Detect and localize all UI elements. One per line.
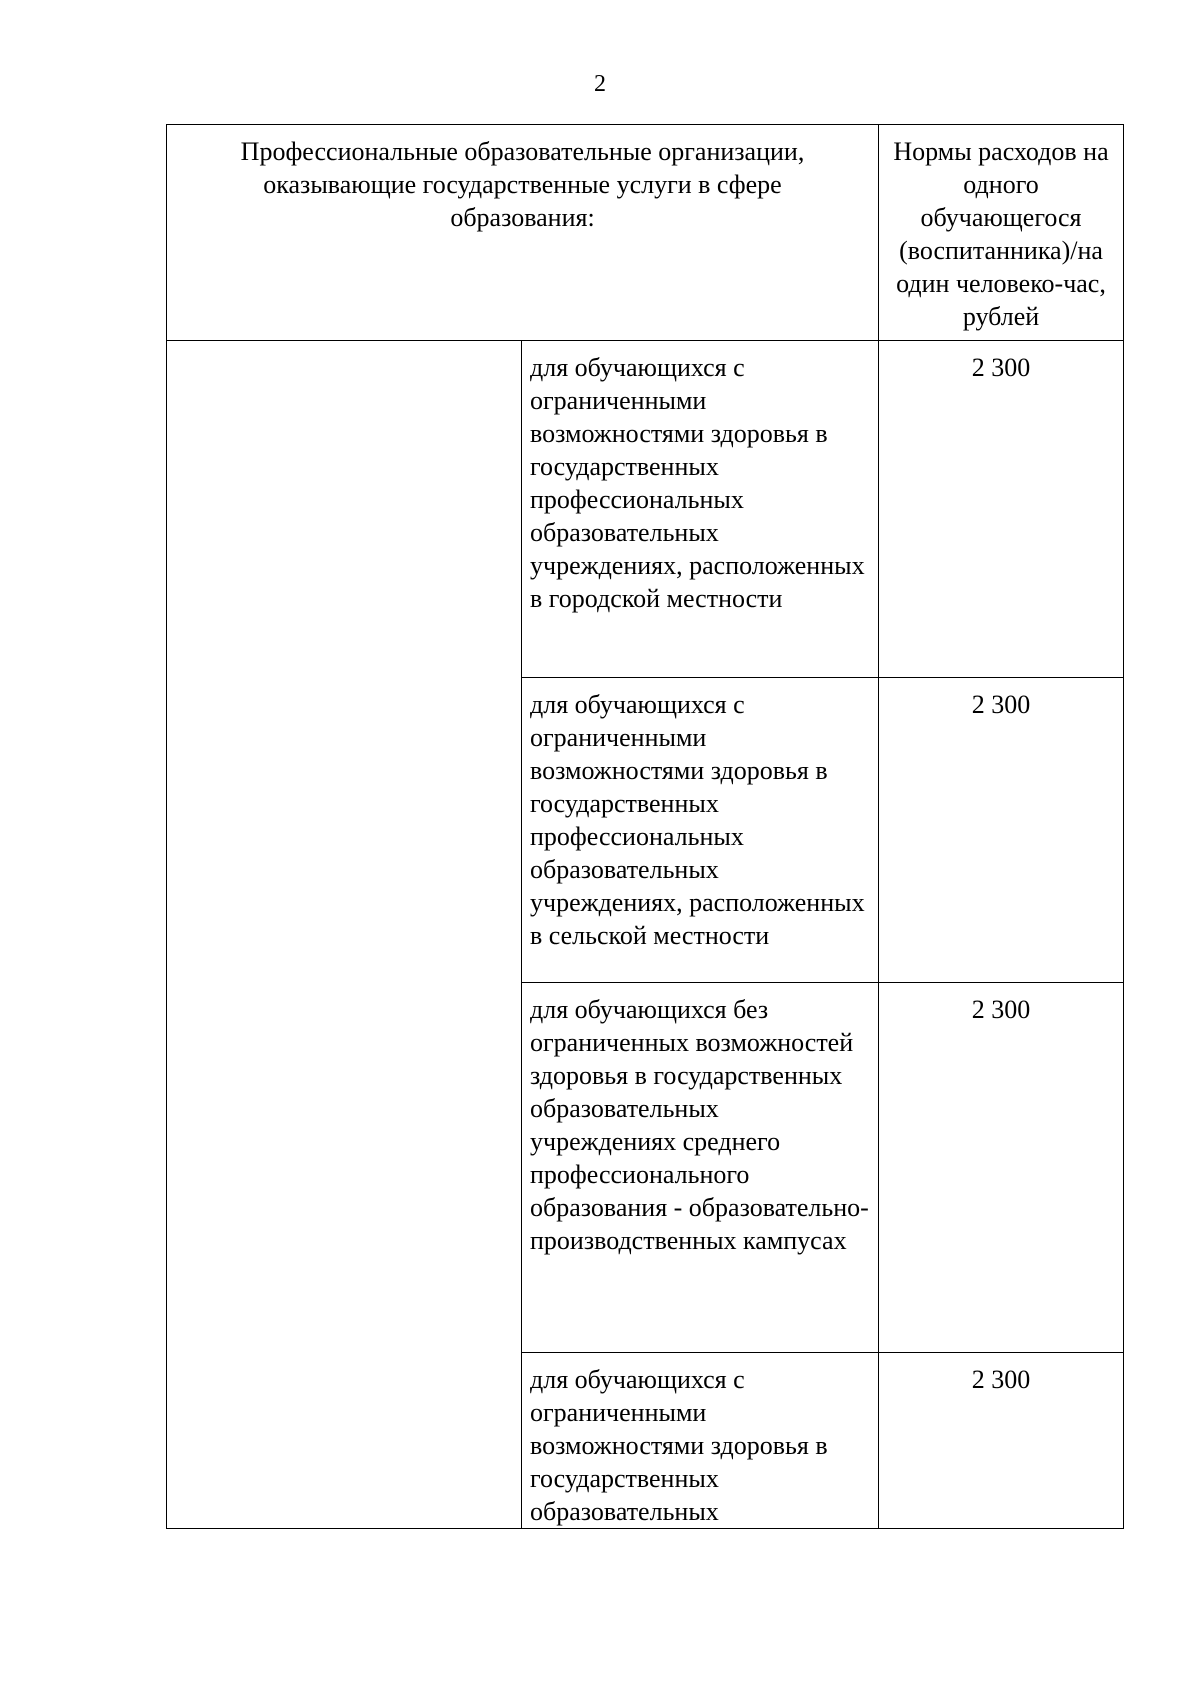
- row-value: 2 300: [879, 341, 1124, 678]
- row-value: 2 300: [879, 983, 1124, 1353]
- row-description: для обучающихся с ограниченными возможностями здоровья в государственных профессиональных образовательных учреждениях, расположенных в городской местности: [522, 341, 879, 678]
- header-organizations: Профессиональные образовательные организации, оказывающие государственные услуги в сфере образования:: [167, 125, 879, 341]
- table-row: [167, 341, 1124, 678]
- table-header-row: [167, 125, 1124, 341]
- empty-category-cell: [167, 341, 522, 1529]
- page-number: 2: [594, 71, 606, 97]
- row-description: для обучающихся с ограниченными возможностями здоровья в государственных профессиональных образовательных учреждениях, расположенных в сельской местности: [522, 678, 879, 983]
- row-description: для обучающихся без ограниченных возможностей здоровья в государственных образовательных учреждениях среднего профессионального образования - образовательно-производственных кампусах: [522, 983, 879, 1353]
- norms-table: [166, 124, 1124, 1529]
- header-norms: Нормы расходов на одного обучающегося (воспитанника)/на один человеко-час, рублей: [879, 125, 1124, 341]
- row-description: для обучающихся с ограниченными возможностями здоровья в государственных образовательных: [522, 1353, 879, 1529]
- row-value: 2 300: [879, 678, 1124, 983]
- row-value: 2 300: [879, 1353, 1124, 1529]
